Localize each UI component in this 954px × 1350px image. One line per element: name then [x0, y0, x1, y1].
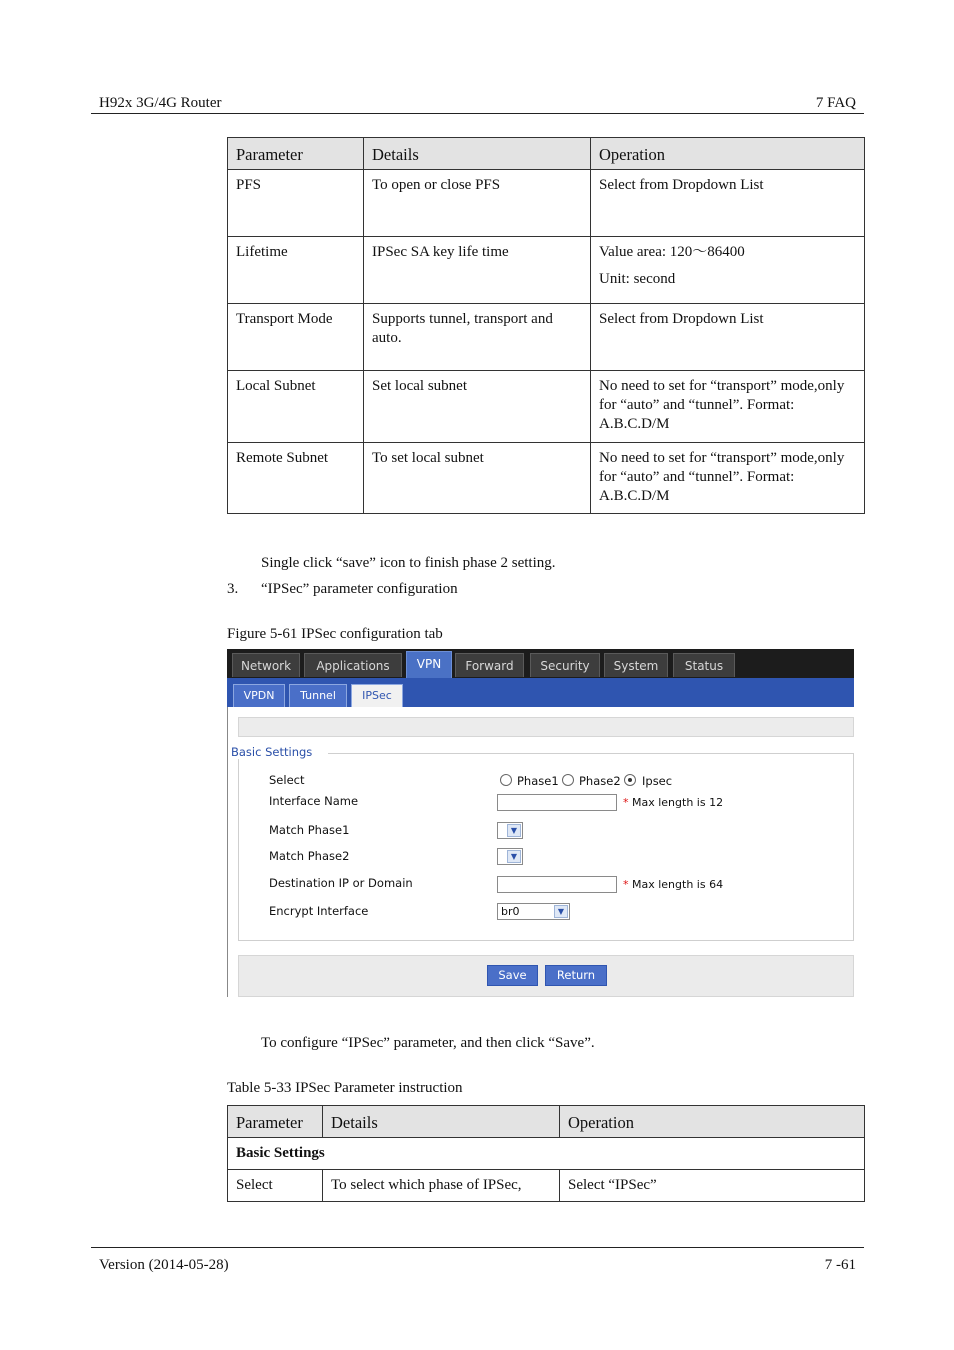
row-details: To set local subnet	[364, 443, 591, 514]
encrypt-interface-select[interactable]	[497, 903, 570, 920]
radio-phase1[interactable]	[500, 774, 512, 786]
step-text: “IPSec” parameter configuration	[261, 581, 458, 597]
table-row	[228, 371, 865, 443]
paragraph-save-hint: Single click “save” icon to finish phase 2 setting.	[261, 555, 556, 571]
table-section-row	[228, 1138, 865, 1170]
table-row	[228, 1170, 865, 1202]
row-operation: Select “IPSec”	[560, 1170, 865, 1202]
operation-text: Unit: second	[599, 271, 676, 287]
tab-system[interactable]: System	[604, 653, 668, 677]
interface-name-label: Interface Name	[269, 794, 359, 808]
table-row	[228, 443, 865, 514]
tab-status[interactable]: Status	[673, 653, 735, 677]
col-header-operation: Operation	[560, 1106, 865, 1138]
tab-network[interactable]: Network	[232, 653, 300, 677]
interface-name-hint	[623, 796, 723, 809]
row-operation	[591, 170, 865, 237]
footer-rule	[91, 1247, 864, 1248]
phase2-parameter-table	[227, 137, 865, 514]
col-header-parameter: Parameter	[228, 138, 364, 170]
chevron-down-icon: ▼	[507, 850, 521, 863]
chevron-down-icon: ▼	[554, 905, 568, 918]
radio-ipsec-label: Ipsec	[642, 774, 673, 788]
ipsec-parameter-table	[227, 1105, 865, 1202]
footer-page-number: 7 -61	[824, 1257, 856, 1273]
operation-text: Select from Dropdown List	[599, 311, 764, 327]
header-chapter: 7 FAQ	[815, 95, 856, 111]
content-panel	[227, 707, 854, 997]
select-label: Select	[269, 773, 305, 787]
save-button[interactable]: Save	[487, 965, 538, 986]
interface-name-hint-text: Max length is 12	[632, 796, 724, 809]
required-mark: *	[623, 796, 629, 809]
col-header-details: Details	[364, 138, 591, 170]
row-param: PFS	[228, 170, 364, 237]
radio-phase2[interactable]	[562, 774, 574, 786]
figure-caption: Figure 5-61 IPSec configuration tab	[227, 626, 443, 642]
operation-text: No need to set for “transport” mode,only for “auto” and “tunnel”. Format: A.B.C.D/M	[599, 450, 845, 504]
match-phase1-label: Match Phase1	[269, 823, 350, 837]
table-row	[228, 170, 865, 237]
table-header-row	[228, 138, 865, 170]
encrypt-interface-value: br0	[501, 905, 520, 918]
tab-forward[interactable]: Forward	[455, 653, 524, 677]
subtab-vpdn[interactable]: VPDN	[233, 684, 285, 707]
required-mark: *	[623, 878, 629, 891]
header-rule	[91, 113, 864, 114]
main-nav-bar	[227, 649, 854, 678]
col-header-details: Details	[323, 1106, 560, 1138]
table-row	[228, 304, 865, 371]
match-phase2-select[interactable]	[497, 848, 523, 865]
subtab-ipsec[interactable]: IPSec	[351, 684, 403, 707]
match-phase1-select[interactable]	[497, 822, 523, 839]
table-caption: Table 5-33 IPSec Parameter instruction	[227, 1080, 463, 1096]
row-param: Local Subnet	[228, 371, 364, 443]
header-doc-title: H92x 3G/4G Router	[99, 95, 222, 111]
table-header-row	[228, 1106, 865, 1138]
row-operation	[591, 443, 865, 514]
destination-label: Destination IP or Domain	[269, 876, 413, 890]
table-row	[228, 237, 865, 304]
sub-nav-bar	[227, 678, 854, 707]
row-details: To select which phase of IPSec,	[323, 1170, 560, 1202]
tab-vpn[interactable]: VPN	[406, 651, 452, 678]
row-param: Transport Mode	[228, 304, 364, 371]
col-header-parameter: Parameter	[228, 1106, 323, 1138]
operation-text: Value area: 120～86400	[599, 244, 745, 260]
row-param: Select	[228, 1170, 323, 1202]
chevron-down-icon: ▼	[507, 824, 521, 837]
operation-text: Select from Dropdown List	[599, 177, 764, 193]
row-operation	[591, 237, 865, 304]
row-operation	[591, 304, 865, 371]
tab-security[interactable]: Security	[530, 653, 600, 677]
match-phase2-label: Match Phase2	[269, 849, 350, 863]
row-details: IPSec SA key life time	[364, 237, 591, 304]
row-details: To open or close PFS	[364, 170, 591, 237]
row-operation	[591, 371, 865, 443]
basic-settings-legend: Basic Settings	[231, 745, 328, 759]
radio-phase2-label: Phase2	[579, 774, 621, 788]
section-title: Basic Settings	[228, 1138, 865, 1170]
col-header-operation: Operation	[591, 138, 865, 170]
operation-text: No need to set for “transport” mode,only for “auto” and “tunnel”. Format: A.B.C.D/M	[599, 378, 845, 432]
row-details: Set local subnet	[364, 371, 591, 443]
ipsec-config-screenshot	[227, 649, 854, 997]
destination-hint-text: Max length is 64	[632, 878, 724, 891]
radio-phase1-label: Phase1	[517, 774, 559, 788]
encrypt-interface-label: Encrypt Interface	[269, 904, 369, 918]
subtab-tunnel[interactable]: Tunnel	[289, 684, 347, 707]
title-bar	[238, 717, 854, 737]
destination-input[interactable]	[497, 876, 617, 893]
interface-name-input[interactable]	[497, 794, 617, 811]
destination-hint	[623, 878, 723, 891]
footer-version: Version (2014-05-28)	[99, 1257, 229, 1273]
paragraph-configure-hint: To configure “IPSec” parameter, and then click “Save”.	[261, 1035, 595, 1051]
tab-applications[interactable]: Applications	[304, 653, 402, 677]
row-param: Remote Subnet	[228, 443, 364, 514]
row-details: Supports tunnel, transport and auto.	[364, 304, 591, 371]
step-number: 3.	[227, 581, 239, 597]
radio-ipsec[interactable]	[624, 774, 636, 786]
row-param: Lifetime	[228, 237, 364, 304]
return-button[interactable]: Return	[545, 965, 607, 986]
